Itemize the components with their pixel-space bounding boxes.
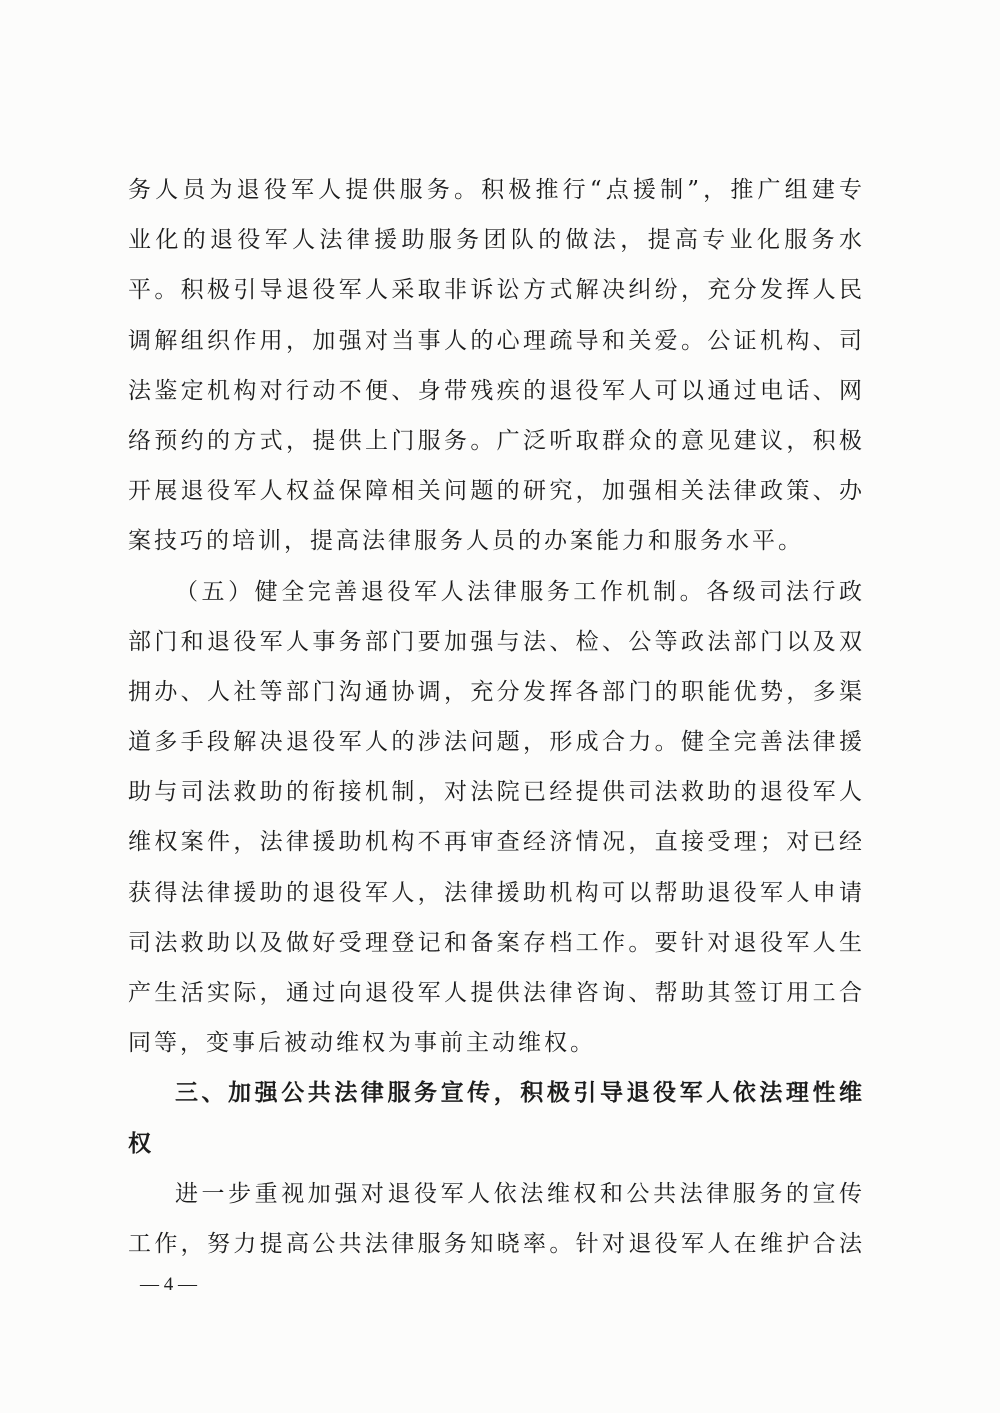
text-line: 案技巧的培训，提高法律服务人员的办案能力和服务水平。 — [128, 528, 804, 555]
text-line: 开展退役军人权益保障相关问题的研究，加强相关法律政策、办 — [128, 478, 862, 505]
text-line: 进一步重视加强对退役军人依法维权和公共法律服务的宣传 — [175, 1180, 862, 1207]
paragraph — [128, 165, 862, 567]
text-line: 法鉴定机构对行动不便、身带残疾的退役军人可以通过电话、网 — [128, 377, 862, 404]
text-line: 络预约的方式，提供上门服务。广泛听取群众的意见建议，积极 — [128, 427, 862, 454]
document-body — [128, 165, 862, 1269]
paragraph — [128, 567, 862, 1069]
text-line: 务人员为退役军人提供服务。积极推行“点援制”，推广组建专 — [128, 177, 862, 203]
text-line: 业化的退役军人法律援助服务团队的做法，提高专业化服务水 — [128, 227, 862, 254]
page-number: — 4 — — [140, 1274, 197, 1295]
text-line: 道多手段解决退役军人的涉法问题，形成合力。健全完善法律援 — [128, 729, 862, 756]
text-line: 同等，变事后被动维权为事前主动维权。 — [128, 1030, 596, 1057]
text-line: 产生活实际，通过向退役军人提供法律咨询、帮助其签订用工合 — [128, 980, 862, 1006]
text-line: 助与司法救助的衔接机制，对法院已经提供司法救助的退役军人 — [128, 779, 862, 806]
text-line: 获得法律援助的退役军人，法律援助机构可以帮助退役军人申请 — [128, 879, 862, 906]
text-line: 维权案件，法律援助机构不再审查经济情况，直接受理；对已经 — [128, 829, 862, 856]
paragraph — [128, 1169, 862, 1269]
text-line: 工作，努力提高公共法律服务知晓率。针对退役军人在维护合法 — [128, 1230, 862, 1257]
text-line: 部门和退役军人事务部门要加强与法、检、公等政法部门以及双 — [128, 628, 862, 655]
heading-line: 三、加强公共法律服务宣传，积极引导退役军人依法理性维 — [175, 1080, 862, 1107]
heading-line: 权 — [128, 1130, 154, 1157]
section-heading — [128, 1068, 862, 1168]
text-line: 司法救助以及做好受理登记和备案存档工作。要针对退役军人生 — [128, 929, 862, 956]
text-line: 拥办、人社等部门沟通协调，充分发挥各部门的职能优势，多渠 — [128, 678, 862, 705]
text-line: （五）健全完善退役军人法律服务工作机制。各级司法行政 — [175, 578, 862, 605]
text-line: 平。积极引导退役军人采取非诉讼方式解决纠纷，充分发挥人民 — [128, 277, 862, 304]
text-line: 调解组织作用，加强对当事人的心理疏导和关爱。公证机构、司 — [128, 327, 862, 354]
